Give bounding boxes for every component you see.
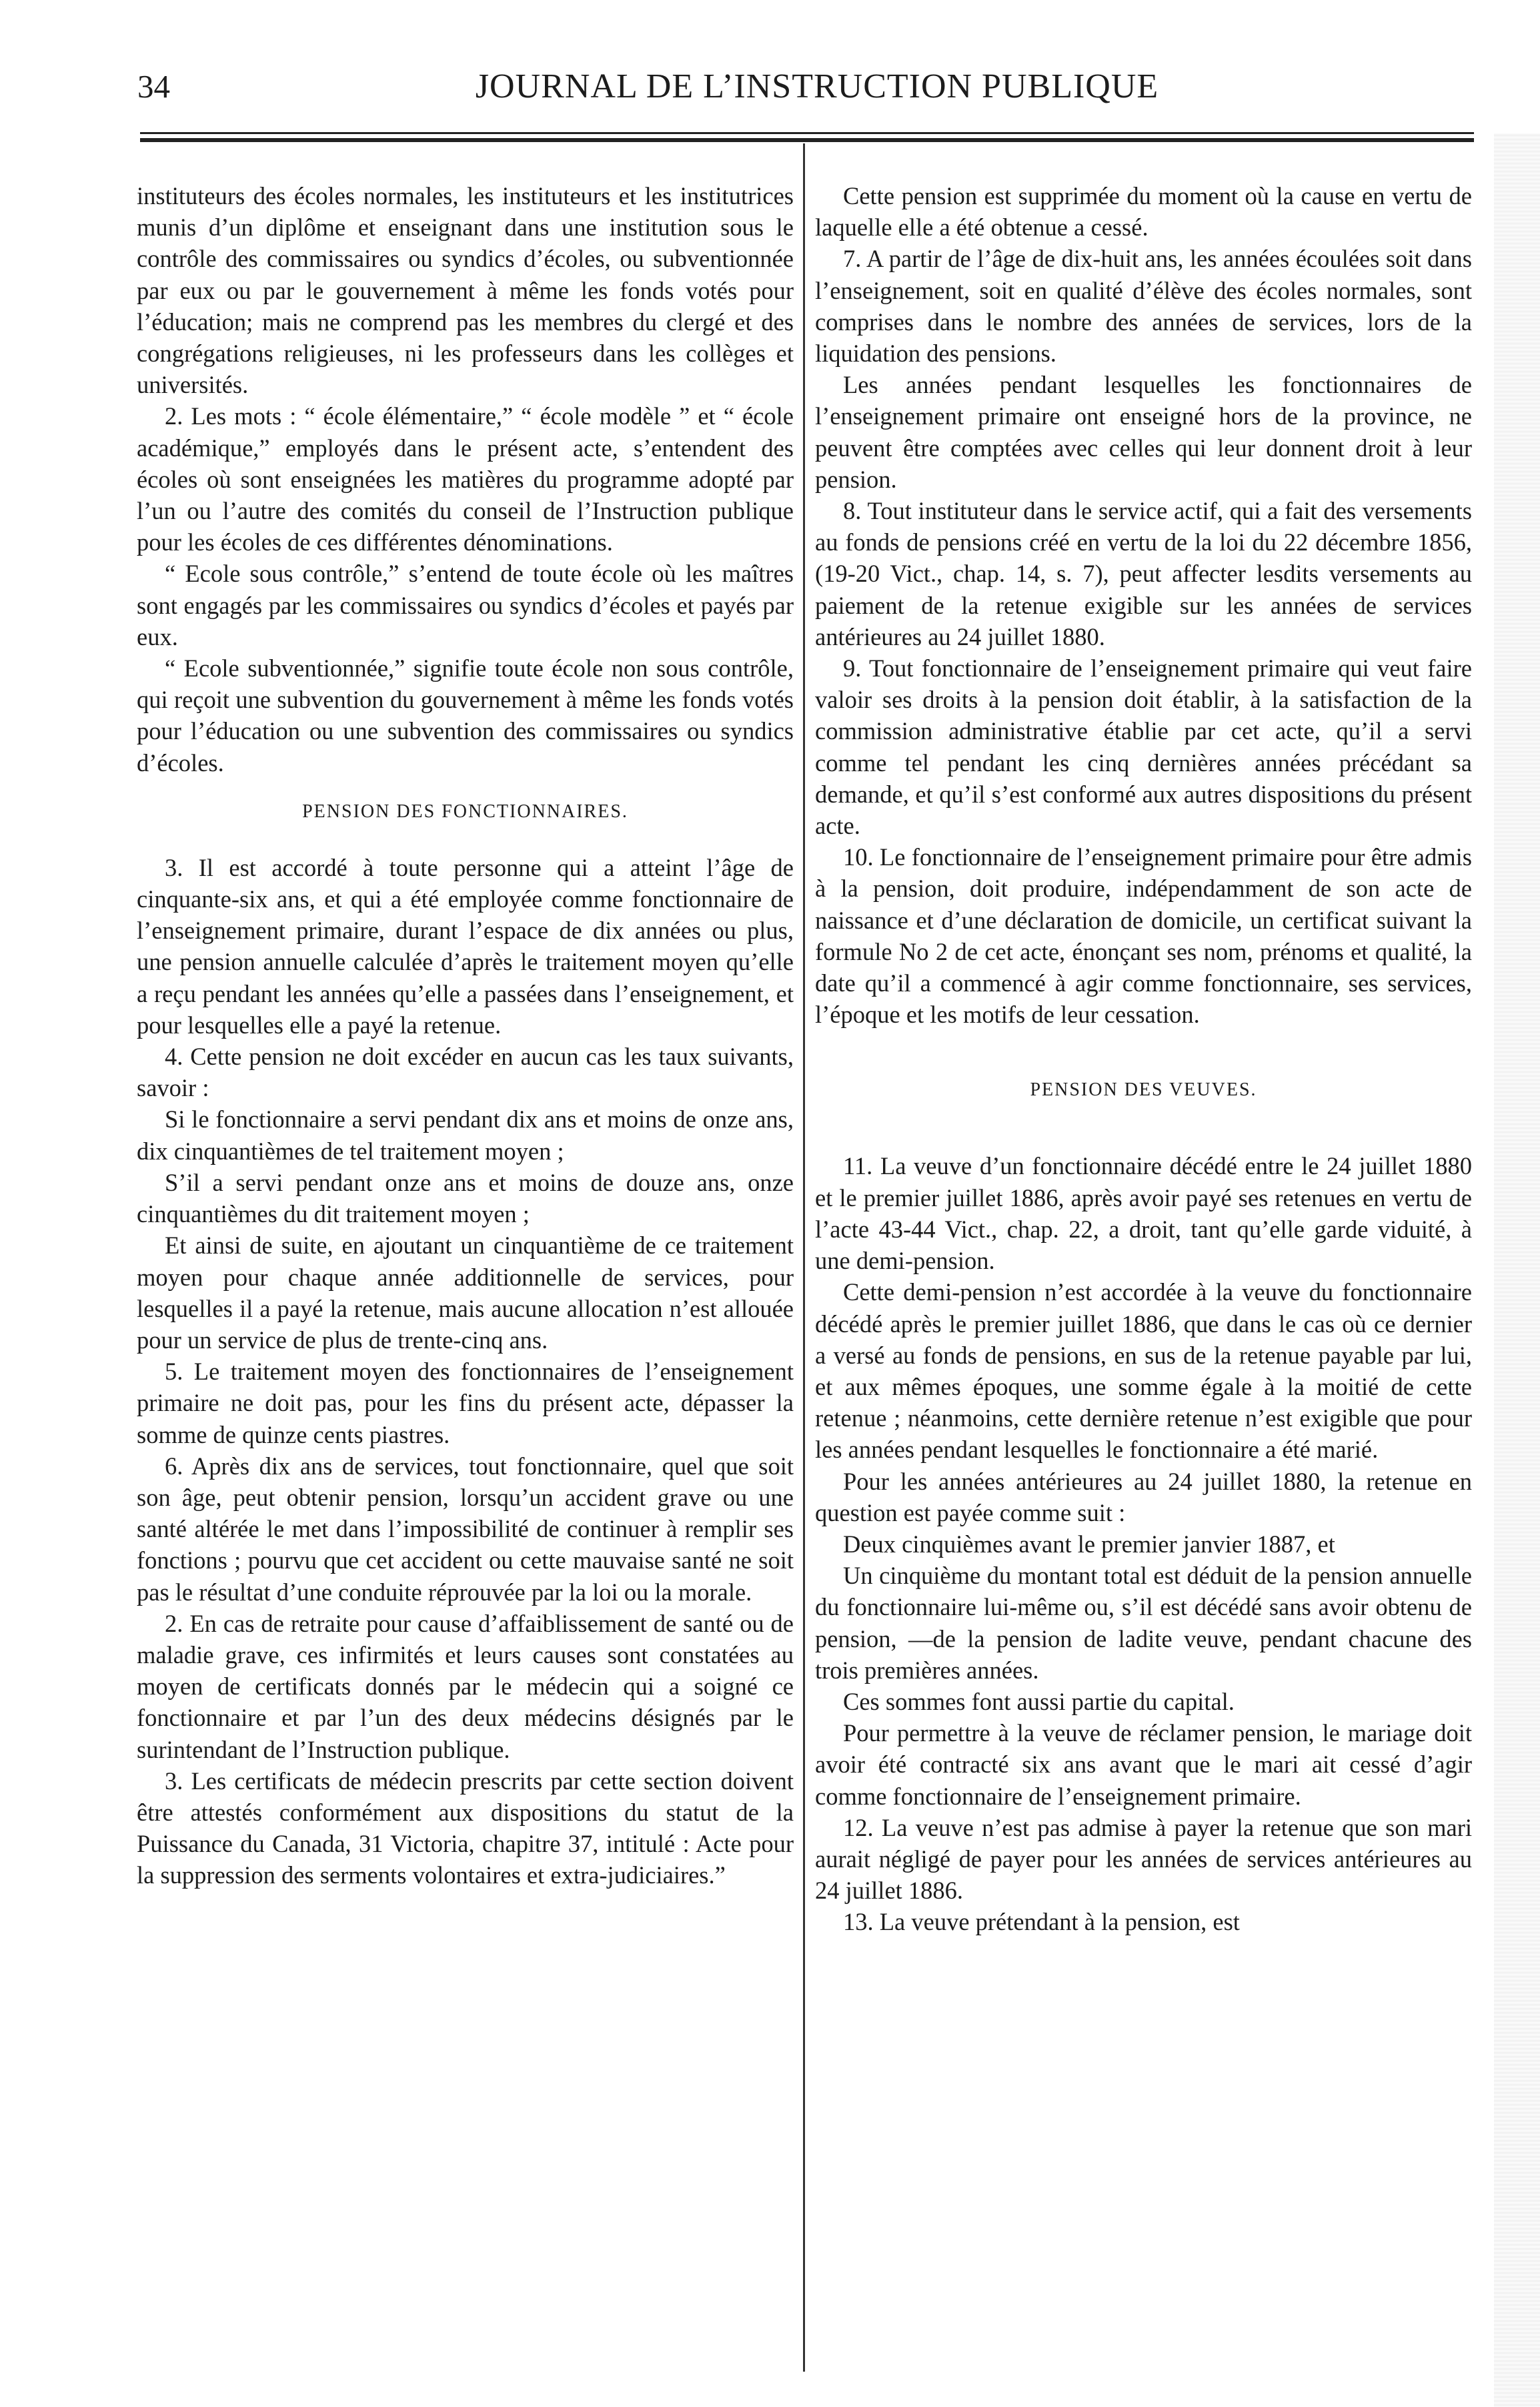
page-edge-shadow [1494, 133, 1540, 2407]
paragraph: 6. Après dix ans de services, tout fonctionnaire, quel que soit son âge, peut obtenir pension, lorsqu’un accident grave ou une santé altérée le met dans l’impossibilité de continuer à remplir ses fonctions ; pourvu que cet accident ou cette mauvaise santé ne soit pas le résultat d’une conduite réprouvée par la loi ou la morale. [137, 1452, 794, 1606]
right-paragraphs-after [815, 1150, 1472, 1937]
right-paragraphs-before [815, 180, 1472, 1030]
paragraph: 2. Les mots : “ école élémentaire,” “ école modèle ” et “ école académique,” employés dans le présent acte, s’entendent des écoles où sont enseignées les matières du programme adopté par l’un ou l’autre des comités du conseil de l’Instruction publique pour les écoles de ces différentes dénominations. [137, 402, 794, 556]
paragraph: Et ainsi de suite, en ajoutant un cinquantième de ce traitement moyen pour chaque année additionnelle de services, pour lesquelles il a payé la retenue, mais aucune allocation n’est allouée pour un service de plus de trente-cinq ans. [137, 1232, 794, 1354]
paragraph: Pour permettre à la veuve de réclamer pension, le mariage doit avoir été contracté six ans avant que le mari ait cessé d’agir comme fonctionnaire de l’enseignement primaire. [815, 1719, 1472, 1810]
paragraph: instituteurs des écoles normales, les instituteurs et les institutrices munis d’un diplôme et enseignant dans une institution sous le contrôle des commissaires ou syndics d’écoles, ou subventionnée par eux ou par le gouvernement à même les fonds votés pour l’éducation; mais ne comprend pas les membres du clergé et des congrégations religieuses, ni les professeurs dans les collèges et universités. [137, 182, 794, 399]
paragraph: 3. Il est accordé à toute personne qui a atteint l’âge de cinquante-six ans, et qui a été employée comme fonctionnaire de l’enseignement primaire, durant l’espace de dix années ou plus, une pension annuelle calculée d’après le traitement moyen qu’elle a reçu pendant les années qu’elle a passées dans l’enseignement, et pour lesquelles elle a payé la retenue. [137, 853, 794, 1039]
paragraph: 11. La veuve d’un fonctionnaire décédé entre le 24 juillet 1880 et le premier juillet 1886, après avoir payé ses retenues en vertu de l’acte 43-44 Vict., chap. 22, a droit, tant qu’elle garde viduité, à une demi-pension. [815, 1152, 1472, 1275]
column-divider [803, 143, 805, 2372]
header-rule-top [140, 132, 1474, 134]
section-heading-pension-veuves: PENSION DES VEUVES. [1030, 1079, 1257, 1101]
paragraph: 9. Tout fonctionnaire de l’enseignement primaire qui veut faire valoir ses droits à la pension doit établir, à la satisfaction de la commission administrative établie par cet acte, qu’il a servi comme tel pendant les cinq dernières années précédant sa demande, et qu’il s’est conformé aux autres dispositions du présent acte. [815, 654, 1472, 840]
header-rule-bottom [140, 138, 1474, 142]
paragraph: 12. La veuve n’est pas admise à payer la retenue que son mari aurait négligé de payer pour les années de services antérieures au 24 juillet 1886. [815, 1813, 1472, 1905]
paragraph: 10. Le fonctionnaire de l’enseignement primaire pour être admis à la pension, doit produire, indépendamment de son acte de naissance et d’une déclaration de domicile, un certificat suivant la formule No 2 de cet acte, énonçant ses nom, prénoms et qualité, la date qu’il a commencé à agir comme fonctionnaire, ses services, l’époque et les motifs de leur cessation. [815, 843, 1472, 1029]
paragraph: 5. Le traitement moyen des fonctionnaires de l’enseignement primaire ne doit pas, pour les fins du présent acte, dépasser la somme de quinze cents piastres. [137, 1358, 794, 1448]
paragraph: Un cinquième du montant total est déduit de la pension annuelle du fonctionnaire lui-même ou, s’il est décédé sans avoir obtenu de pension, —de la pension de ladite veuve, pendant chacune des trois premières années. [815, 1562, 1472, 1684]
journal-title: JOURNAL DE L’INSTRUCTION PUBLIQUE [475, 67, 1159, 105]
paragraph: 8. Tout instituteur dans le service actif, qui a fait des versements au fonds de pensions créé en vertu de la loi du 22 décembre 1856, (19-20 Vict., chap. 14, s. 7), peut affecter lesdits versements au paiement de la retenue exigible sur les années de services antérieures au 24 juillet 1880. [815, 497, 1472, 650]
paragraph: 4. Cette pension ne doit excéder en aucun cas les taux suivants, savoir : [137, 1043, 794, 1102]
section-heading-pension-fonctionnaires: PENSION DES FONCTIONNAIRES. [302, 801, 628, 822]
paragraph: Les années pendant lesquelles les fonctionnaires de l’enseignement primaire ont enseigné hors de la province, ne peuvent être comptées avec celles qui leur donnent droit à leur pension. [815, 371, 1472, 493]
paragraph: Deux cinquièmes avant le premier janvier 1887, et [843, 1530, 1335, 1558]
paragraph: Pour les années antérieures au 24 juillet 1880, la retenue en question est payée comme suit : [815, 1467, 1472, 1526]
paragraph: 2. En cas de retraite pour cause d’affaiblissement de santé ou de maladie grave, ces infirmités et leurs causes sont constatées au moyen de certificats donnés par le médecin qui a soigné ce fonctionnaire et par l’un des deux médecins désignés par le surintendant de l’Instruction publique. [137, 1609, 794, 1763]
page-header [133, 63, 1474, 110]
paragraph: 3. Les certificats de médecin prescrits par cette section doivent être attestés conformément aux dispositions du statut de la Puissance du Canada, 31 Victoria, chapitre 37, intitulé : Acte pour la suppression des serments volontaires et extra-judiciaires.” [137, 1767, 794, 1889]
paragraph: 7. A partir de l’âge de dix-huit ans, les années écoulées soit dans l’enseignement, soit en qualité d’élève des écoles normales, sont comprises dans le nombre des années de services, lors de la liquidation des pensions. [815, 245, 1472, 368]
paragraph: “ Ecole subventionnée,” signifie toute école non sous contrôle, qui reçoit une subvention du gouvernement à même les fonds votés pour l’éducation ou une subvention des commissaires ou syndics d’écoles. [137, 654, 794, 777]
page-number: 34 [137, 68, 170, 105]
left-column [137, 180, 794, 1891]
left-paragraphs-before [137, 180, 794, 779]
paragraph: Ces sommes font aussi partie du capital. [843, 1687, 1235, 1715]
paragraph: 13. La veuve prétendant à la pension, est [843, 1908, 1240, 1936]
right-column [815, 180, 1472, 1938]
paragraph: Cette pension est supprimée du moment où la cause en vertu de laquelle elle a été obtenue a cessé. [815, 182, 1472, 242]
paragraph: Cette demi-pension n’est accordée à la veuve du fonctionnaire décédé après le premier juillet 1886, que dans le cas où ce dernier a versé au fonds de pensions, en sus de la retenue payable par lui, et aux mêmes époques, une somme égale à la moitié de cette retenue ; néanmoins, cette dernière retenue n’est exigible que pour les années pendant lesquelles le fonctionnaire a été marié. [815, 1278, 1472, 1464]
paragraph: Si le fonctionnaire a servi pendant dix ans et moins de onze ans, dix cinquantièmes de tel traitement moyen ; [137, 1105, 794, 1165]
paragraph: S’il a servi pendant onze ans et moins de douze ans, onze cinquantièmes du dit traitement moyen ; [137, 1168, 794, 1228]
left-paragraphs-after [137, 852, 794, 1891]
paragraph: “ Ecole sous contrôle,” s’entend de toute école où les maîtres sont engagés par les commissaires ou syndics d’écoles et payés par eux. [137, 560, 794, 650]
